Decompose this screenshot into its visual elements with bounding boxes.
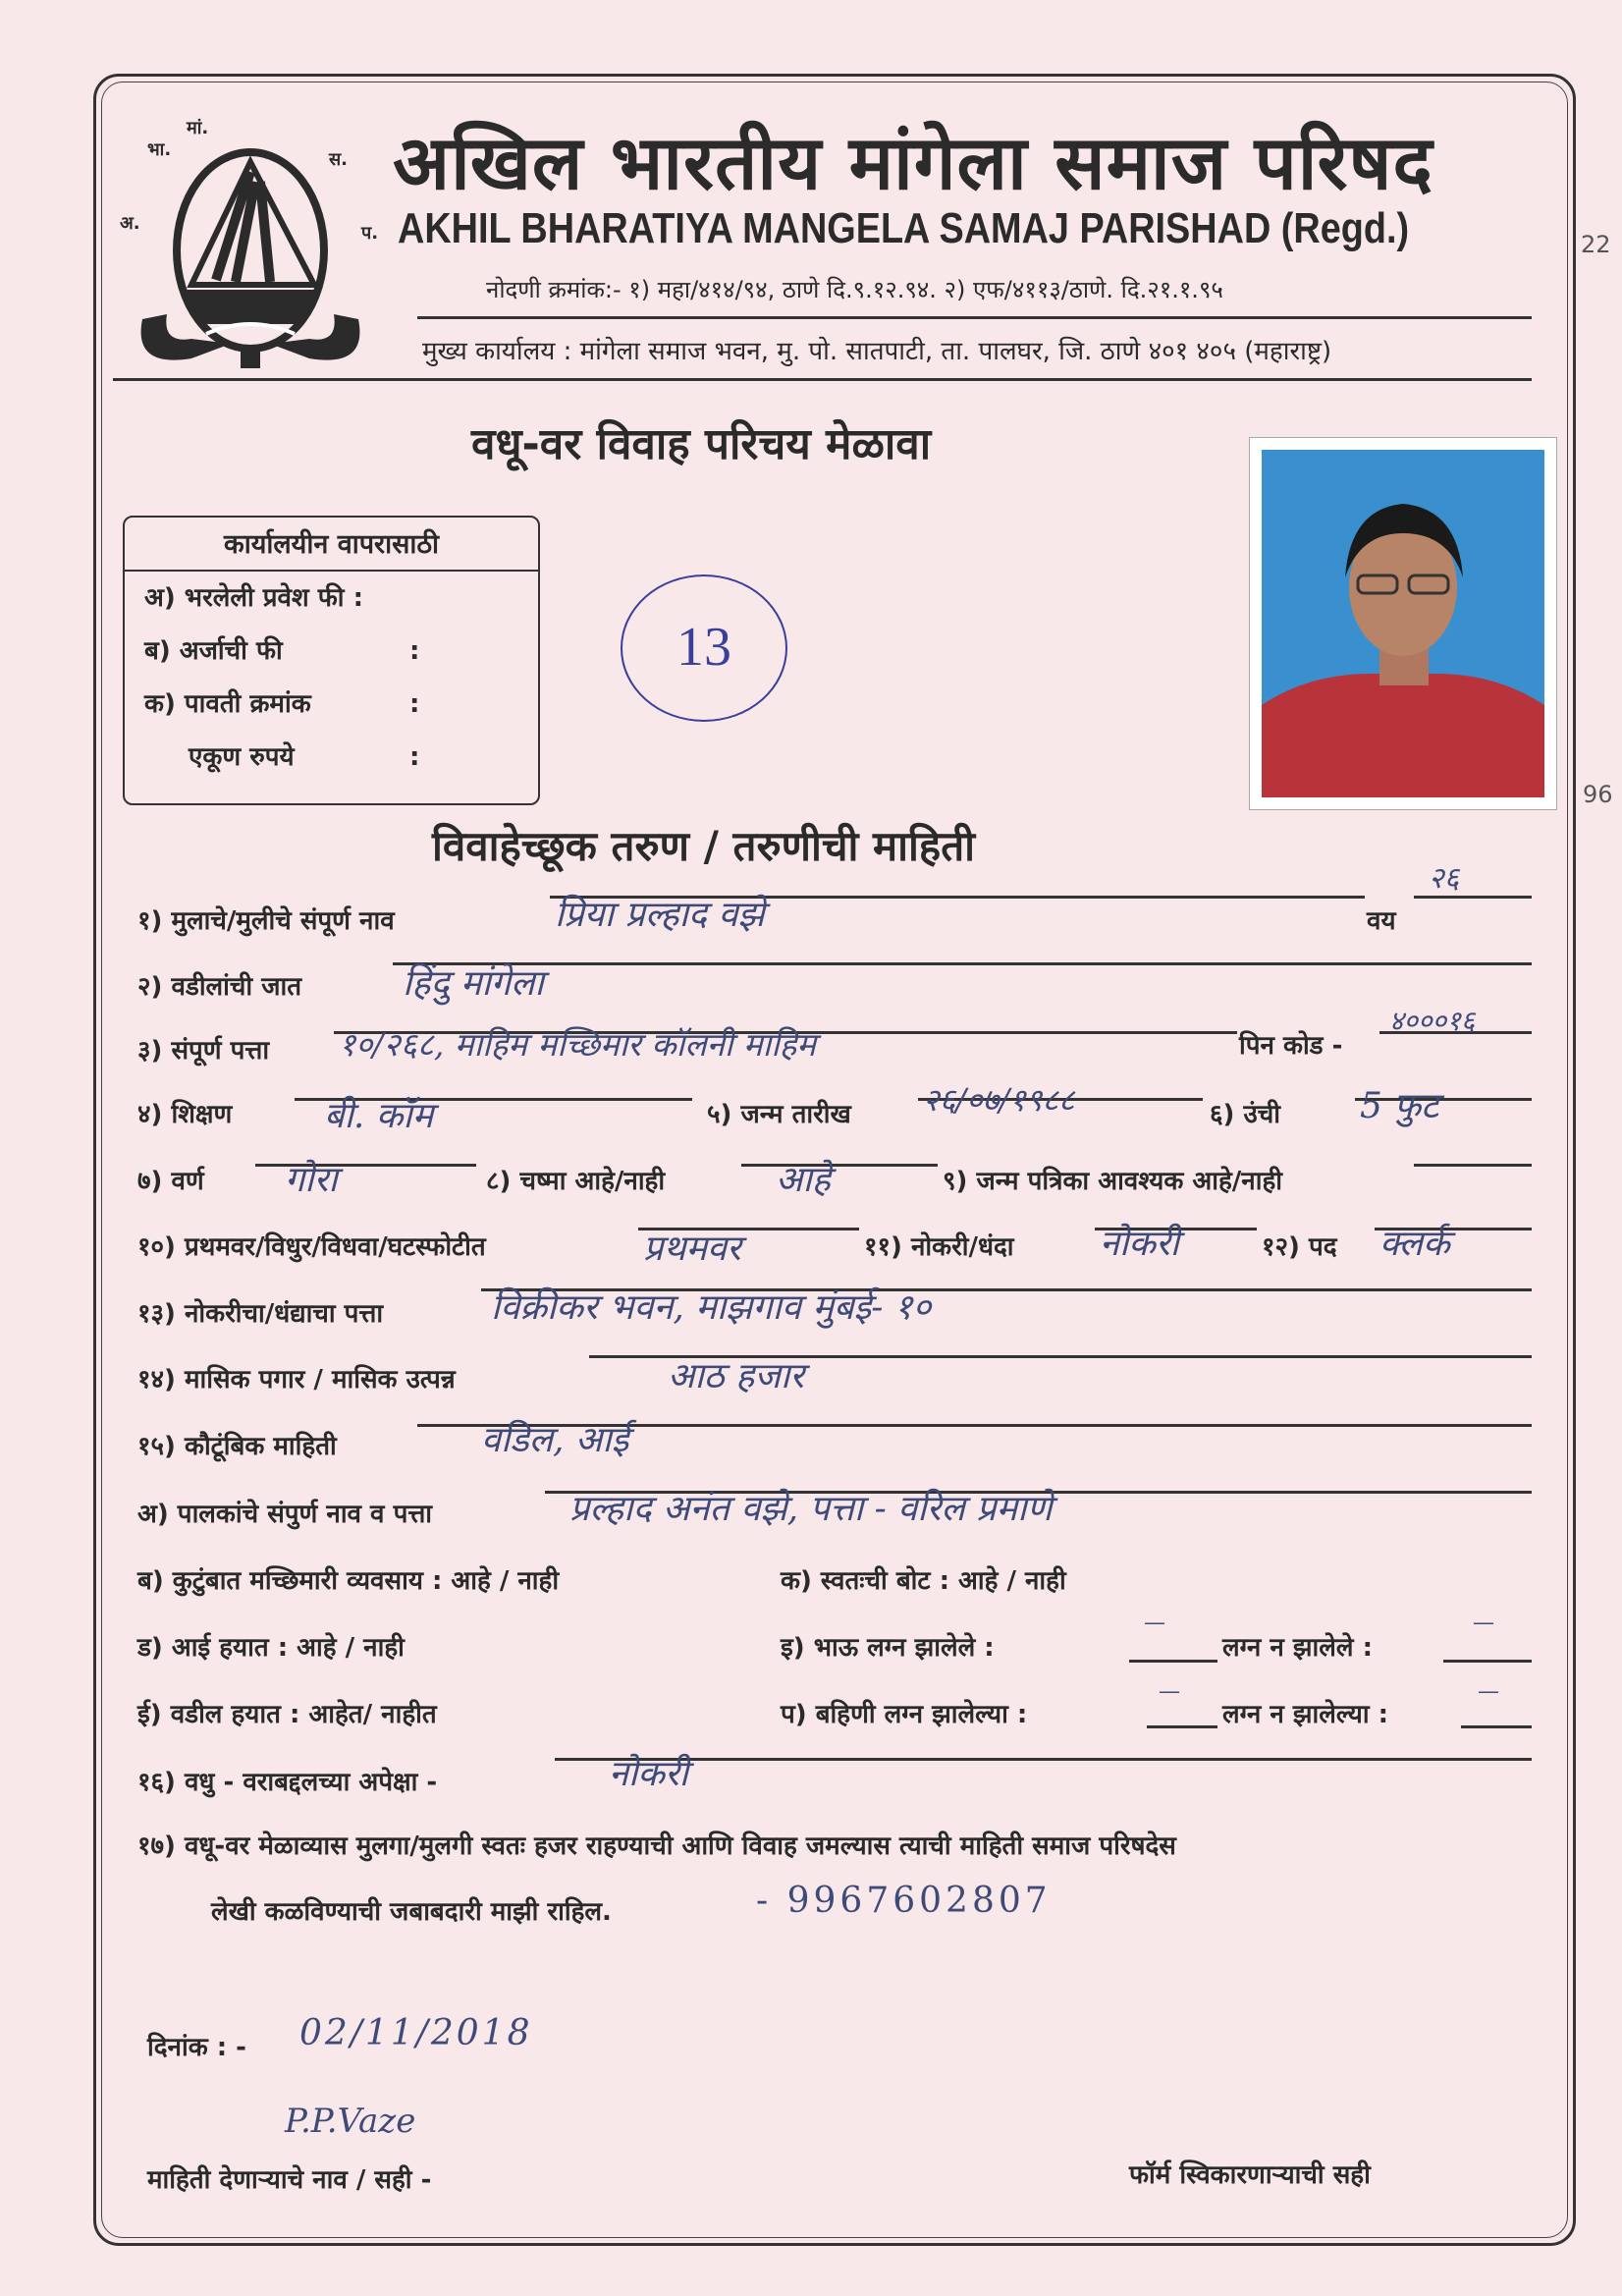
logo-letter: प. xyxy=(361,223,379,244)
form-receiver-label: फॉर्म स्विकारणाऱ्याची सही xyxy=(1129,2160,1371,2190)
work-address-value[interactable]: विक्रीकर भवन, माझगाव मुंबई- १० xyxy=(491,1287,932,1328)
underline xyxy=(1461,1725,1532,1728)
underline xyxy=(741,1164,938,1167)
spectacles-label: ८) चष्मा आहे/नाही xyxy=(486,1167,666,1196)
height-label: ६) उंची xyxy=(1210,1100,1280,1129)
complexion-value[interactable]: गोरा xyxy=(285,1160,338,1200)
brothers-unmarried-value[interactable]: — xyxy=(1473,1611,1494,1635)
address-label: ३) संपूर्ण पत्ता xyxy=(137,1036,270,1066)
education-value[interactable]: बी. कॉम xyxy=(324,1096,434,1136)
sisters-unmarried-label: लग्न न झालेल्या : xyxy=(1222,1700,1389,1729)
logo-letter: स. xyxy=(329,149,349,170)
parent-value[interactable]: प्रल्हाद अनंत वझे, पत्ता - वरिल प्रमाणे xyxy=(569,1489,1053,1529)
office-row-label: क) पावती क्रमांक xyxy=(144,689,311,719)
designation-label: १२) पद xyxy=(1262,1232,1337,1262)
family-fishing-label: ब) कुटुंबात मच्छिमारी व्यवसाय : आहे / नाही xyxy=(137,1566,560,1596)
date-label: दिनांक : - xyxy=(147,2033,246,2062)
sisters-married-label: प) बहिणी लग्न झालेल्या : xyxy=(781,1700,1028,1729)
info-giver-label: माहिती देणाऱ्याचे नाव / सही - xyxy=(147,2165,432,2195)
horoscope-label: ९) जन्म पत्रिका आवश्यक आहे/नाही xyxy=(943,1167,1282,1196)
underline xyxy=(1443,1660,1532,1663)
spectacles-value[interactable]: आहे xyxy=(776,1160,831,1200)
designation-value[interactable]: क्लर्क xyxy=(1379,1224,1450,1264)
underline xyxy=(393,962,1532,965)
age-value[interactable]: २६ xyxy=(1429,861,1460,896)
phone-number[interactable]: - 9967602807 xyxy=(756,1881,1052,1921)
office-row-label: एकूण रुपये xyxy=(189,742,295,772)
caste-value[interactable]: हिंदु मांगेला xyxy=(403,963,544,1004)
family-info-label: १५) कौटूंबिक माहिती xyxy=(137,1432,337,1461)
income-value[interactable]: आठ हजार xyxy=(668,1356,805,1396)
caste-label: २) वडीलांची जात xyxy=(137,972,302,1002)
income-label: १४) मासिक पगार / मासिक उत्पन्न xyxy=(137,1365,456,1394)
office-row xyxy=(125,625,538,678)
brothers-married-value[interactable]: — xyxy=(1144,1611,1165,1635)
office-row xyxy=(125,572,538,625)
underline xyxy=(1147,1725,1217,1728)
colon: : xyxy=(409,689,420,719)
dob-value[interactable]: २६/०७/१९८८ xyxy=(923,1081,1075,1119)
divider xyxy=(113,378,1532,381)
declaration-line2: लेखी कळविण्याची जबाबदारी माझी राहिल. xyxy=(211,1897,612,1927)
date-value[interactable]: 02/11/2018 xyxy=(299,2013,533,2053)
own-boat-label: क) स्वतःची बोट : आहे / नाही xyxy=(781,1566,1066,1596)
head-office-address: मुख्य कार्यालय : मांगेला समाज भवन, मु. पो. सातपाटी, ता. पालघर, जि. ठाणे ४०१ ४०५ (महाराष्ट्र) xyxy=(422,337,1332,366)
father-alive-label: ई) वडील हयात : आहेत/ नाहीत xyxy=(137,1700,437,1729)
signature: P.P.Vaze xyxy=(285,2102,416,2141)
sisters-unmarried-value[interactable]: — xyxy=(1478,1679,1499,1704)
registration-numbers: नोदणी क्रमांक:- १) महा/४१४/९४, ठाणे दि.९.१२.९४. २) एफ/४११३/ठाणे. दि.२१.१.९५ xyxy=(486,276,1223,303)
section-title: विवाहेच्छूक तरुण / तरुणीची माहिती xyxy=(432,822,976,870)
occupation-label: ११) नोकरी/धंदा xyxy=(864,1232,1014,1262)
margin-mark: 22 xyxy=(1581,231,1611,258)
mother-alive-label: ड) आई हयात : आहे / नाही xyxy=(137,1633,405,1663)
office-row-label: अ) भरलेली प्रवेश फी : xyxy=(144,583,363,613)
underline xyxy=(1414,1164,1532,1167)
dob-label: ५) जन्म तारीख xyxy=(707,1100,851,1129)
office-row xyxy=(125,678,538,731)
underline xyxy=(555,1758,1532,1761)
height-value[interactable]: 5 फुट xyxy=(1360,1086,1439,1126)
serial-number-circled: 13 xyxy=(621,574,787,722)
address-value[interactable]: १०/२६८, माहिम मच्छिमार कॉलनी माहिम xyxy=(339,1025,816,1064)
work-address-label: १३) नोकरीचा/धंद्याचा पत्ता xyxy=(137,1299,384,1329)
org-title-marathi: अखिल भारतीय मांगेला समाज परिषद xyxy=(393,119,1433,206)
event-title: वधू-वर विवाह परिचय मेळावा xyxy=(471,419,932,469)
colon: : xyxy=(409,636,420,666)
parent-label: अ) पालकांचे संपुर्ण नाव व पत्ता xyxy=(137,1500,433,1529)
margin-mark: 96 xyxy=(1583,781,1613,808)
name-value[interactable]: प्रिया प्रल्हाद वझे xyxy=(555,895,765,935)
brothers-married-label: इ) भाऊ लग्न झालेले : xyxy=(781,1633,995,1663)
education-label: ४) शिक्षण xyxy=(137,1100,233,1129)
logo-letter: अ. xyxy=(120,213,140,234)
logo-letter: भा. xyxy=(147,139,172,160)
applicant-photo xyxy=(1249,437,1557,810)
family-info-value[interactable]: वडिल, आई xyxy=(481,1420,629,1460)
pin-label: पिन कोड - xyxy=(1239,1031,1343,1061)
office-row xyxy=(125,731,538,784)
org-title-english: AKHIL BHARATIYA MANGELA SAMAJ PARISHAD (Regd.) xyxy=(398,204,1410,252)
colon: : xyxy=(409,742,420,772)
pin-value[interactable]: ४०००१६ xyxy=(1389,1005,1476,1037)
expectations-value[interactable]: नोकरी xyxy=(609,1754,689,1794)
complexion-label: ७) वर्ण xyxy=(137,1167,204,1196)
logo-letter: मां. xyxy=(187,118,209,138)
underline xyxy=(1129,1660,1217,1663)
declaration-line1: १७) वधू-वर मेळाव्यास मुलगा/मुलगी स्वतः हजर राहण्याची आणि विवाह जमल्यास त्याची माहिती समाज परिषदेस xyxy=(137,1831,1176,1861)
office-use-heading: कार्यालयीन वापरासाठी xyxy=(125,518,538,572)
expectations-label: १६) वधु - वराबद्दलच्या अपेक्षा - xyxy=(137,1768,438,1797)
marital-status-label: १०) प्रथमवर/विधुर/विधवा/घटस्फोटीत xyxy=(137,1232,486,1262)
occupation-value[interactable]: नोकरी xyxy=(1100,1224,1180,1264)
marital-status-value[interactable]: प्रथमवर xyxy=(643,1229,741,1269)
divider xyxy=(417,316,1532,319)
office-row-label: ब) अर्जाची फी xyxy=(144,636,283,666)
brothers-unmarried-label: लग्न न झालेले : xyxy=(1222,1633,1373,1663)
name-label: १) मुलाचे/मुलीचे संपूर्ण नाव xyxy=(137,906,395,936)
office-use-box xyxy=(123,516,540,805)
sisters-married-value[interactable]: — xyxy=(1159,1679,1180,1704)
age-label: वय xyxy=(1367,906,1396,936)
